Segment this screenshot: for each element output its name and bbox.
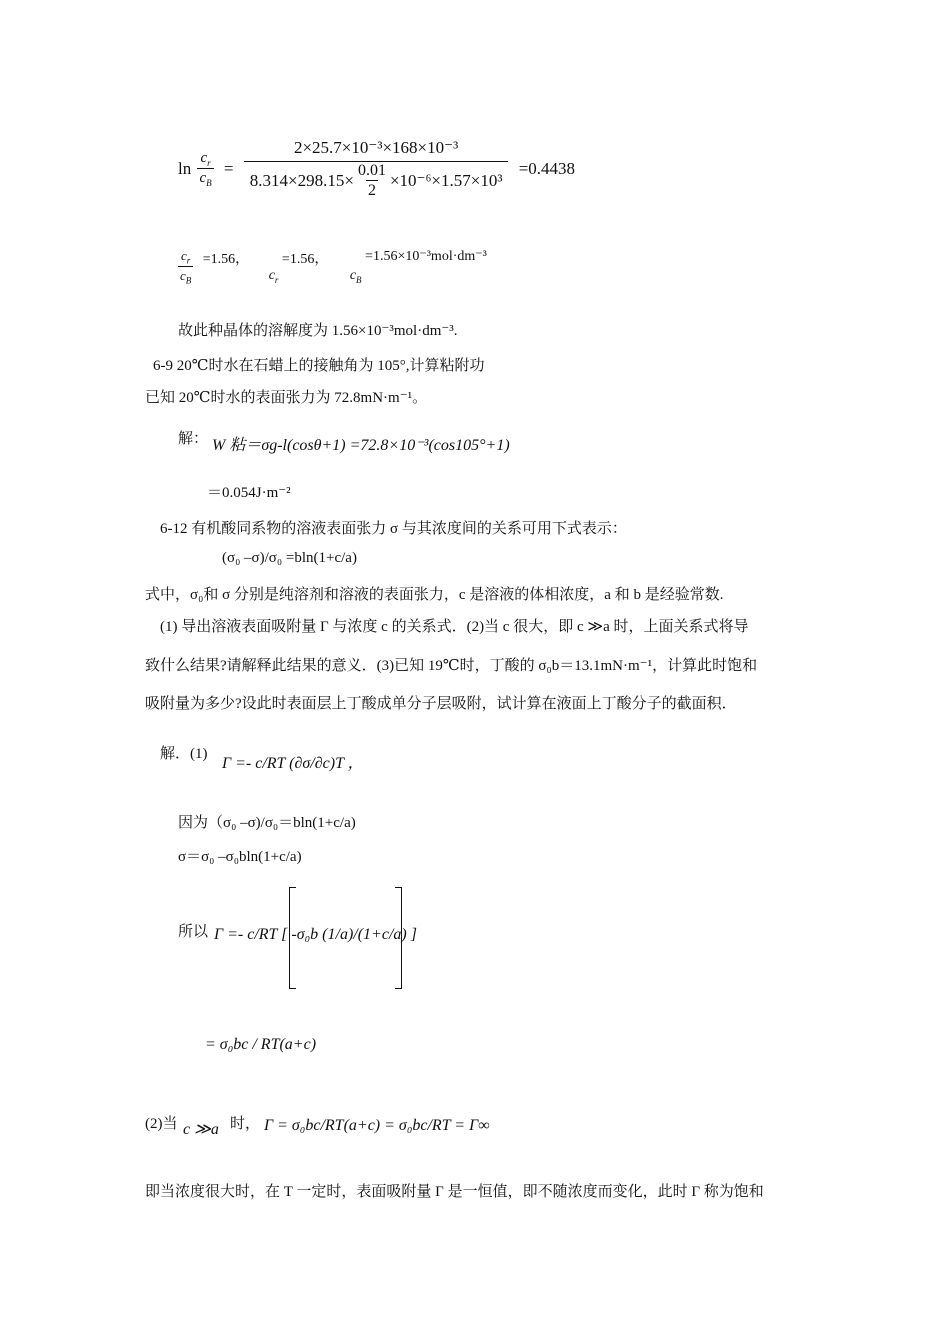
problem-6-12-description: 式中，σ₀和 σ 分别是纯溶剂和溶液的表面张力，c 是溶液的体相浓度，a 和 b 是经验常数. [145,587,724,603]
nested-fraction [356,162,388,200]
r-subscript-2: r [274,275,279,286]
conclusion-text: 故此种晶体的溶解度为 1.56×10⁻³mol·dm⁻³. [178,323,458,339]
sigma-equation: σ＝σ₀ –σ₀bln(1+c/a) [178,849,302,865]
nested-denominator: 2 [367,182,376,199]
b-subscript-2: B [356,275,362,286]
equation-values [178,248,487,285]
solution-part-1-label: 解．(1) [160,746,208,762]
problem-6-12-question-line-2: 致什么结果?请解释此结果的意义．(3)已知 19℃时，丁酸的 σ₀b＝13.1mN·m⁻¹，计算此时饱和 [145,658,758,674]
problem-6-12-question-line-1: (1) 导出溶液表面吸附量 Γ 与浓度 c 的关系式．(2)当 c 很大，即 c ≫a 时，上面关系式将导 [160,619,749,635]
denominator-part-2: ×10⁻⁶×1.57×10³ [389,171,503,190]
c-r-symbol-2: c [268,268,275,284]
so-equation: Γ =- c/RT [ -σ₀b (1/a)/(1+c/a) ] [214,926,417,943]
b-subscript: B [206,178,212,188]
right-bracket [395,887,402,989]
fraction-denominator [244,161,509,200]
final-paragraph: 即当浓度很大时，在 T 一定时，表面吸附量 Γ 是一恒值，即不随浓度而变化，此时 Γ 称为饱和 [145,1184,764,1200]
fraction-numerator: 2×25.7×10⁻³×168×10⁻³ [293,138,459,157]
result-equation: = σ₀bc / RT(a+c) [205,1036,317,1053]
problem-6-12-question-line-3: 吸附量为多少?设此时表面层上丁酸成单分子层吸附，试计算在液面上丁酸分子的截面积． [145,696,737,712]
ratio-fraction-2 [178,248,193,285]
problem-6-9-solution-equation: W 粘＝σg-l(cosθ+1) =72.8×10⁻³(cos105°+1) [212,437,510,454]
so-label: 所以 [178,924,209,940]
problem-6-9-given: 已知 20℃时水的表面张力为 72.8mN·m⁻¹。 [145,390,428,406]
equation-ln-ratio [178,138,575,200]
problem-6-12-formula: (σ₀ –σ)/σ₀ =bln(1+c/a) [222,550,357,566]
part-2-equation: Γ = σ₀bc/RT(a+c) = σ₀bc/RT = Γ∞ [264,1117,490,1134]
part-2-when: 时， [230,1116,261,1132]
part-2-label: (2)当 [145,1116,178,1132]
c-r-symbol: c [200,150,208,166]
main-fraction [244,138,509,200]
r-subscript: r [207,158,211,168]
c-b-value: =1.56×10⁻³mol·dm⁻³ [365,249,487,264]
problem-6-9-solution-label: 解： [178,431,209,447]
equation-result: =0.4438 [518,159,576,178]
ln-label: ln [178,159,192,178]
gibbs-equation: Γ =- c/RT (∂σ/∂c)T ， [222,755,364,772]
ratio-value: =1.56， [202,252,250,267]
left-bracket [289,887,296,989]
c-b-symbol: c [199,170,207,186]
problem-6-9-result: ＝0.054J·m⁻² [207,485,291,501]
problem-6-9-title: 6-9 20℃时水在石蜡上的接触角为 105°,计算粘附功 [153,358,485,374]
c-r-symbol: c [180,248,187,263]
denominator-part-1: 8.314×298.15× [249,171,354,190]
r-subscript: r [186,255,191,266]
c-r-value: =1.56， [281,252,329,267]
equals-sign: = [223,159,234,178]
c-b-symbol: c [180,267,186,283]
ratio-fraction [197,150,213,188]
nested-numerator: 0.01 [357,162,386,179]
because-line: 因为（σ₀ –σ)/σ₀＝bln(1+c/a) [178,815,356,831]
part-2-condition: c ≫a [183,1121,219,1138]
c-b-symbol-2: c [349,268,357,284]
problem-6-12-title: 6-12 有机酸同系物的溶液表面张力 σ 与其浓度间的关系可用下式表示： [160,521,627,537]
b-subscript: B [185,275,192,286]
